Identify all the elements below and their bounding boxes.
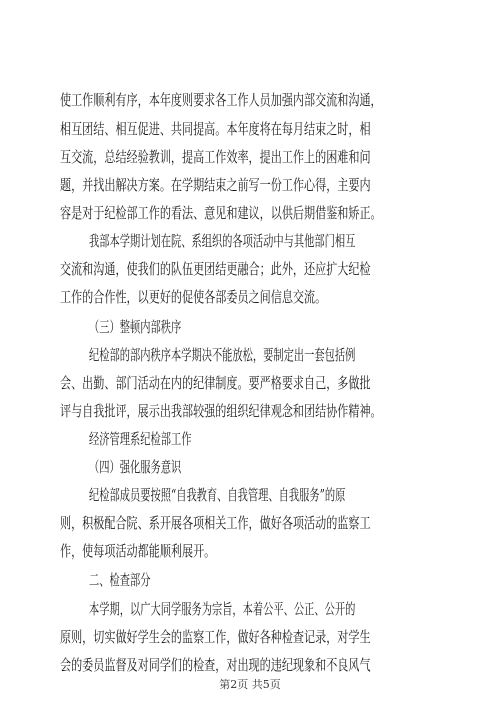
page-number: 第2页 共5页 xyxy=(219,678,281,691)
text-line: 题，并找出解决方案。在学期结束之前写一份工作心得，主要内 xyxy=(60,177,371,194)
text-line: 纪检部成员要按照“自我教育、自我管理、自我服务”的原 xyxy=(89,487,346,504)
text-line: 互交流，总结经验教训，提高工作效率，提出工作上的困难和问 xyxy=(60,149,371,166)
text-line: 本学期，以广大同学服务为宗旨，本着公平、公正、公开的 xyxy=(89,601,356,618)
section-heading: （三）整顿内部秩序 xyxy=(89,319,182,336)
section-heading: （四）强化服务意识 xyxy=(89,459,182,476)
text-line: 则，积极配合院、系开展各项相关工作，做好各项活动的监察工 xyxy=(60,515,371,532)
text-line: 我部本学期计划在院、系组织的各项活动中与其他部门相互 xyxy=(89,233,356,250)
text-line: 工作的合作性，以更好的促使各部委员之间信息交流。 xyxy=(60,289,327,306)
text-line: 相互团结、相互促进、共同提高。本年度将在每月结束之时，相 xyxy=(60,121,371,138)
text-line: 容是对于纪检部工作的看法、意见和建议，以供后期借鉴和矫正。 xyxy=(60,205,382,222)
text-line: 交流和沟通，使我们的队伍更团结更融合；此外，还应扩大纪检 xyxy=(60,261,371,278)
text-line: 评与自我批评，展示出我部较强的组织纪律观念和团结协作精神。 xyxy=(60,403,382,420)
text-line: 作，使每项活动都能顺利展开。 xyxy=(60,543,216,560)
text-line: 会、出勤、部门活动在内的纪律制度。要严格要求自己，多做批 xyxy=(60,375,371,392)
section-heading: 经济管理系纪检部工作 xyxy=(89,431,192,448)
text-line: 会的委员监督及对同学们的检查，对出现的违纪现象和不良风气 xyxy=(60,657,371,674)
text-line: 使工作顺利有序，本年度则要求各工作人员加强内部交流和沟通， xyxy=(60,92,382,109)
section-heading: 二、检查部分 xyxy=(89,572,151,589)
text-line: 原则，切实做好学生会的监察工作，做好各种检查记录，对学生 xyxy=(60,629,371,646)
text-line: 纪检部的部内秩序本学期决不能放松，要制定出一套包括例 xyxy=(89,347,356,364)
